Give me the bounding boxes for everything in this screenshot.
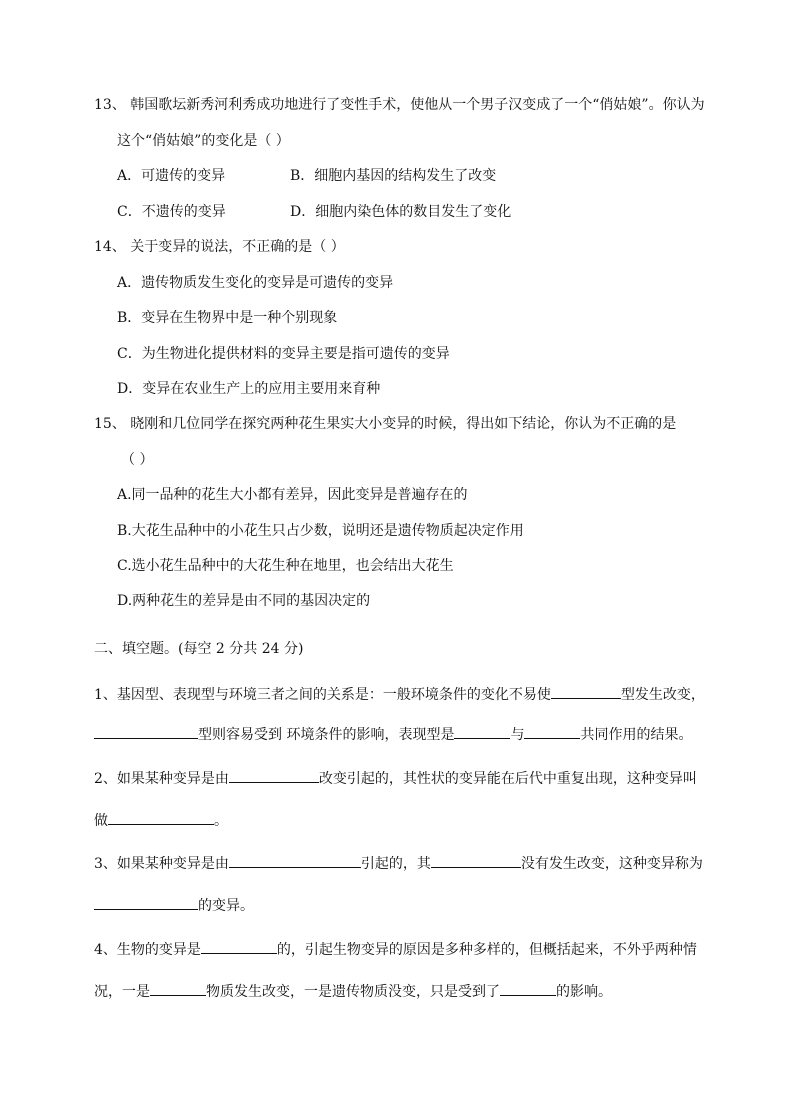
fill2-text-4: 。 [214, 813, 228, 829]
q15-option-d: D.两种花生的差异是由不同的基因决定的 [117, 593, 371, 609]
fill1-blank-3[interactable] [454, 723, 510, 739]
fill4-blank-2[interactable] [150, 980, 206, 996]
fill4-text-4: 物质发生改变，一是遗传物质没变，只是受到了 [206, 984, 500, 1000]
fill3-text-3: 没有发生改变，这种变异称为 [520, 856, 703, 872]
fill1-blank-1[interactable] [551, 683, 621, 699]
q13-option-b: B．细胞内基因的结构发生了改变 [290, 168, 497, 184]
q13-option-a: A．可遗传的变异 [117, 168, 226, 184]
fill4-text-1: 4、生物的变异是 [94, 942, 201, 958]
fill4-text-2: 的，引起生物变异的原因是多种多样的，但概括起来，不外乎两种情 [276, 942, 697, 958]
fill3-text-1: 3、如果某种变异是由 [94, 856, 229, 872]
fill2-text-2: 改变引起的，其性状的变异能在后代中重复出现，这种变异叫 [318, 771, 697, 787]
fill4-text-3: 况，一是 [94, 984, 150, 1000]
q15-stem-line1: 15、 晓刚和几位同学在探究两种花生果实大小变异的时候，得出如下结论，你认为不正确的是 [94, 416, 677, 432]
fill3-blank-3[interactable] [94, 894, 198, 910]
q14-option-a: A．遗传物质发生变化的变异是可遗传的变异 [117, 275, 394, 291]
fill2-line1 [94, 767, 697, 788]
fill1-text-4: 与 [510, 727, 525, 743]
fill2-text-3: 做 [94, 813, 108, 829]
fill3-text-4: 的变异。 [198, 898, 254, 914]
section-heading-fill-in: 二、填空题。(每空 2 分共 24 分) [94, 641, 304, 657]
fill1-text-2: 型发生改变， [620, 687, 705, 703]
fill2-text-1: 2、如果某种变异是由 [94, 771, 229, 787]
fill2-blank-2[interactable] [108, 809, 214, 825]
q15-stem-line2: （ ） [121, 452, 154, 468]
fill1-blank-4[interactable] [524, 723, 580, 739]
q13-option-d: D．细胞内染色体的数目发生了变化 [290, 204, 512, 220]
q14-option-b: B．变异在生物界中是一种个别现象 [117, 310, 338, 326]
fill3-text-2: 引起的，其 [360, 856, 431, 872]
fill4-text-5: 的影响。 [556, 984, 612, 1000]
fill2-blank-1[interactable] [229, 767, 319, 783]
fill1-blank-2[interactable] [94, 723, 198, 739]
fill1-line2 [94, 723, 692, 744]
q15-option-b: B.大花生品种中的小花生只占少数，说明还是遗传物质起决定作用 [117, 523, 524, 539]
fill3-line1 [94, 852, 703, 873]
fill4-line2 [94, 980, 612, 1001]
fill2-line2 [94, 809, 228, 830]
q14-stem: 14、 关于变异的说法，不正确的是（ ） [94, 239, 345, 255]
q15-option-a: A.同一品种的花生大小都有差异，因此变异是普遍存在的 [117, 487, 468, 503]
fill3-blank-1[interactable] [229, 852, 361, 868]
q14-option-c: C．为生物进化提供材料的变异主要是指可遗传的变异 [117, 346, 450, 362]
fill4-line1 [94, 938, 697, 959]
fill4-blank-3[interactable] [500, 980, 556, 996]
q14-option-d: D．变异在农业生产上的应用主要用来育种 [117, 381, 381, 397]
fill1-text-1: 1、基因型、表现型与环境三者之间的关系是：一般环境条件的变化不易使 [94, 687, 551, 703]
q13-stem-line1: 13、 韩国歌坛新秀河利秀成功地进行了变性手术，使他从一个男子汉变成了一个“俏姑娘”。你认为 [94, 97, 705, 113]
fill1-text-5: 共同作用的结果。 [580, 727, 693, 743]
fill3-blank-2[interactable] [431, 852, 521, 868]
fill1-line1 [94, 683, 705, 704]
q13-stem-line2: 这个“俏姑娘”的变化是（ ） [117, 133, 290, 149]
q13-option-c: C．不遗传的变异 [117, 204, 226, 220]
fill3-line2 [94, 894, 254, 915]
fill1-text-3: 型则容易受到 环境条件的影响，表现型是 [198, 727, 455, 743]
q15-option-c: C.选小花生品种中的大花生种在地里，也会结出大花生 [117, 558, 454, 574]
fill4-blank-1[interactable] [201, 938, 277, 954]
